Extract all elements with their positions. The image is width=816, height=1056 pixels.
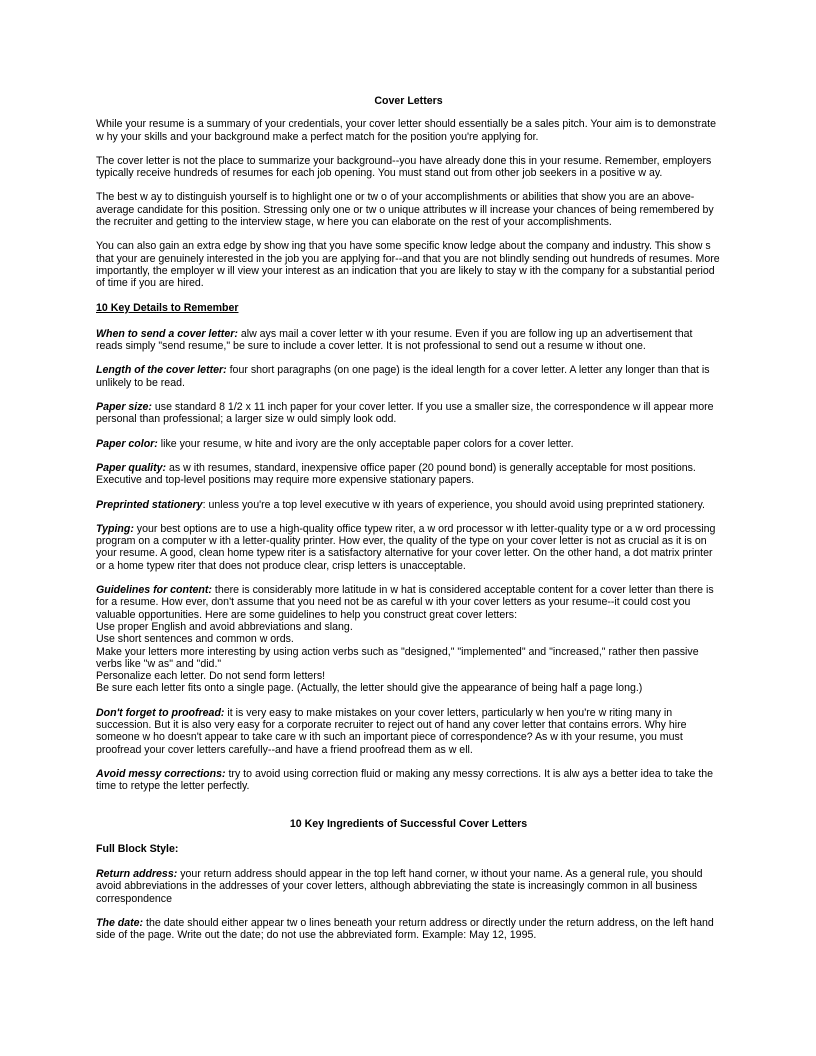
ingredient-text: your return address should appear in the top left hand corner, w ithout your name. As a general rule, you should avoid abbreviations in the addresses of your cover letters, although abbreviating the state is increasingly common in all business correspondence (96, 868, 703, 905)
detail-text: try to avoid using correction fluid or making any messy corrections. It is alw ays a better idea to take the time to retype the letter perfectly. (96, 767, 714, 793)
detail-term: Paper color: (96, 437, 158, 450)
detail-paragraph (96, 499, 721, 511)
document-title: Cover Letters (374, 95, 443, 107)
detail-paragraph (96, 401, 721, 426)
detail-text: as w ith resumes, standard, inexpensive office paper (20 pound bond) is generally acceptable for most positions. Executive and top-level positions may require more expensive stationary papers. (96, 461, 696, 487)
ingredients-title: 10 Key Ingredients of Successful Cover Letters (289, 818, 528, 831)
guidelines-paragraph (96, 584, 721, 695)
ingredient-paragraph (96, 868, 721, 905)
ingredient-term: Return address: (96, 868, 178, 881)
detail-text: it is very easy to make mistakes on your cover letters, particularly w hen you're w riting many in succession. But it is also very easy for a corporate recruiter to reject out of hand any cover letter that contains errors. Why hire someone w ho doesn't appear to take care w ith such an important piece of correspondence? As w ith your resume, you must proofread your cover letters carefully--and have a friend proofread them as w ell. (96, 706, 687, 756)
detail-paragraph (96, 462, 721, 487)
detail-text: alw ays mail a cover letter w ith your resume. Even if you are follow ing up an advertisement that reads simply "send resume," be sure to include a cover letter. It is not professional to send out a resume w ithout one. (96, 327, 693, 353)
ingredient-term: The date: (96, 916, 144, 929)
detail-term: Don't forget to proofread: (96, 706, 225, 719)
guideline-item: Use short sentences and common w ords. (96, 633, 294, 646)
document-page (96, 95, 721, 954)
intro-paragraph: You can also gain an extra edge by show ing that you have some specific know ledge about the company and industry. This show s that your are genuinely interested in the job you are applying for--and that you are not blindly sending out hundreds of resumes. More importantly, the employer w ill view your interest as an indication that you are likely to stay w ith the company for a substantial period of time if you are hired. (96, 240, 720, 290)
detail-term: Guidelines for content: (96, 584, 212, 597)
detail-paragraph (96, 328, 721, 353)
detail-term: Paper quality: (96, 461, 167, 474)
detail-paragraph (96, 438, 721, 450)
detail-text: use standard 8 1/2 x 11 inch paper for your cover letter. If you use a smaller size, the correspondence w ill appear more personal than professional; a larger size w ould simply look odd. (96, 401, 714, 426)
detail-term: When to send a cover letter: (96, 327, 238, 340)
detail-paragraph (96, 523, 721, 572)
detail-term: Preprinted stationery (96, 498, 203, 511)
guideline-item: Make your letters more interesting by using action verbs such as "designed," "implemented" and "increased," rather then passive verbs like "w as" and "did." (96, 645, 699, 670)
detail-text: : unless you're a top level executive w ith years of experience, you should avoid using preprinted stationery. (202, 498, 705, 511)
block-style-label: Full Block Style: (96, 842, 179, 855)
ingredient-paragraph (96, 917, 721, 942)
detail-term: Typing: (96, 522, 134, 535)
detail-paragraph (96, 707, 721, 756)
guideline-item: Be sure each letter fits onto a single page. (Actually, the letter should give the appearance of being half a page long.) (96, 682, 643, 695)
section-heading: 10 Key Details to Remember (96, 301, 239, 314)
detail-text: there is considerably more latitude in w hat is considered acceptable content for a cover letter than there is for a resume. How ever, don't assume that you need not be as careful w ith your cover letters as your resume--it could cost you valuable opportunities. Here are some guidelines to help you construct great cover letters: (96, 584, 714, 621)
detail-text: four short paragraphs (on one page) is the ideal length for a cover letter. A letter any longer than that is unlikely to be read. (96, 364, 710, 389)
detail-text: your best options are to use a high-quality office typew riter, a w ord processor w ith letter-quality type or a w ord processing program on a computer w ith a letter-quality printer. How ever, the quality of the type on your cover letter is not as crucial as it is on your resume. A good, clean home typew riter is a satisfactory alternative for your cover letter. On the other hand, a dot matrix printer or a home typew riter that does not produce clear, crisp letters is unacceptable. (96, 522, 716, 572)
detail-text: like your resume, w hite and ivory are the only acceptable paper colors for a cover letter. (157, 437, 574, 450)
detail-term: Avoid messy corrections: (96, 767, 226, 780)
detail-paragraph (96, 364, 721, 389)
ingredient-text: the date should either appear tw o lines beneath your return address or directly under the return address, on the left hand side of the page. Write out the date; do not use the abbreviated form. Example: May 12, 1995. (96, 916, 714, 942)
intro-paragraph: The best w ay to distinguish yourself is to highlight one or tw o of your accomplishments or abilities that show you are an above-average candidate for this position. Stressing only one or tw o unique attributes w ill increase your chances of being remembered by the recruiter and getting to the interview stage, w here you can elaborate on the rest of your accomplishments. (96, 191, 714, 229)
guideline-item: Personalize each letter. Do not send form letters! (96, 670, 326, 683)
detail-term: Length of the cover letter: (96, 364, 227, 377)
detail-term: Paper size: (96, 401, 152, 414)
intro-paragraph: While your resume is a summary of your credentials, your cover letter should essentially be a sales pitch. Your aim is to demonstrate w hy your skills and your background make a perfect match for the position you're applying for. (96, 118, 717, 143)
intro-paragraph: The cover letter is not the place to summarize your background--you have already done this in your resume. Remember, employers typically receive hundreds of resumes for each job opening. You must stand out from other job seekers in a positive w ay. (96, 154, 712, 180)
guideline-item: Use proper English and avoid abbreviations and slang. (96, 620, 353, 633)
detail-paragraph (96, 768, 721, 793)
